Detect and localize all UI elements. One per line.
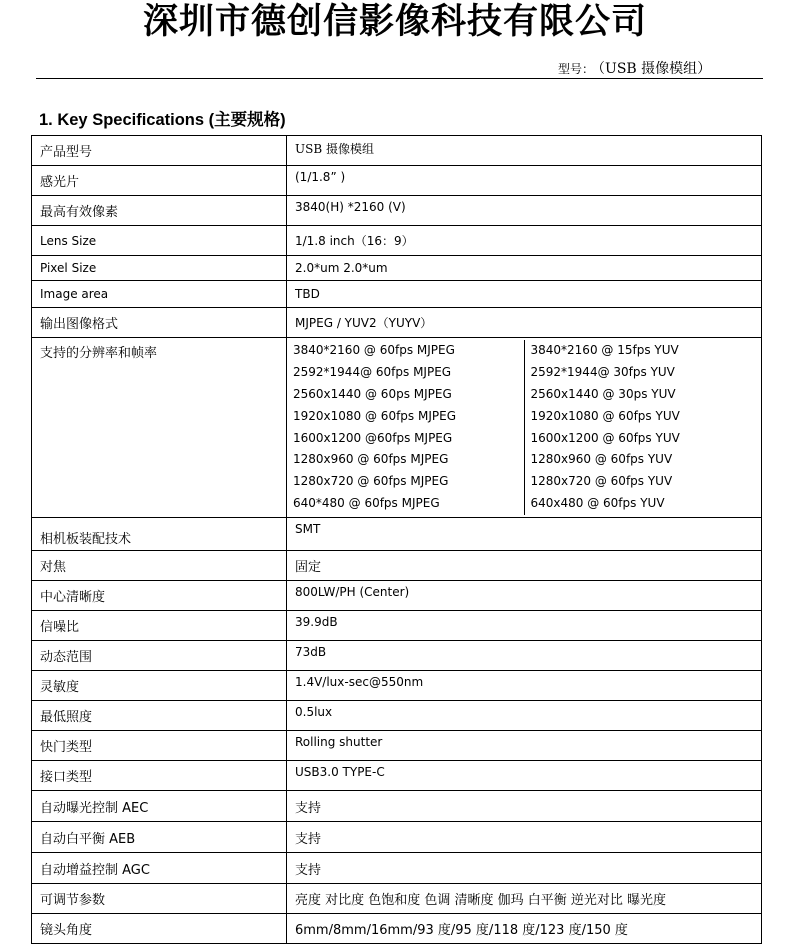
table-row [32,822,762,853]
spec-value: 亮度 对比度 色饱和度 色调 清晰度 伽玛 白平衡 逆光对比 曝光度 [287,884,762,914]
list-item: 1920x1080 @ 60fps MJPEG [293,408,456,423]
table-row [32,166,762,196]
table-row [32,226,762,256]
table-row [32,308,762,338]
table-row [32,701,762,731]
table-row [32,136,762,166]
spec-key: 输出图像格式 [32,308,287,338]
table-row [32,256,762,281]
spec-value: 6mm/8mm/16mm/93 度/95 度/118 度/123 度/150 度 [287,914,762,944]
spec-value: (1/1.8” ) [287,166,762,196]
spec-value: USB3.0 TYPE-C [287,761,762,791]
spec-value: TBD [287,281,762,308]
list-item: 640*480 @ 60fps MJPEG [293,495,440,510]
spec-key: 快门类型 [32,731,287,761]
table-row [32,884,762,914]
table-row [32,551,762,581]
list-item: 2560x1440 @ 60ps MJPEG [293,386,452,401]
spec-value: 支持 [287,853,762,884]
spec-key: 自动增益控制 AGC [32,853,287,884]
yuv-list [525,340,762,514]
spec-key: 最高有效像素 [32,196,287,226]
spec-key: 支持的分辨率和帧率 [32,338,287,518]
list-item: 1280x720 @ 60fps YUV [530,474,673,489]
spec-key: 产品型号 [32,136,287,166]
table-row [32,518,762,551]
list-item: 1280x960 @ 60fps YUV [530,452,673,467]
table-row [32,761,762,791]
spec-value: 支持 [287,791,762,822]
spec-key: 自动曝光控制 AEC [32,791,287,822]
spec-key: 中心清晰度 [32,581,287,611]
spec-value: 1/1.8 inch（16：9） [287,226,762,256]
table-row [32,791,762,822]
spec-value: SMT [287,518,762,551]
table-row [32,641,762,671]
list-item: 1600x1200 @ 60fps YUV [530,430,680,445]
table-row [32,611,762,641]
table-row [32,281,762,308]
header-divider [36,78,763,79]
spec-key: Lens Size [32,226,287,256]
spec-value: 支持 [287,822,762,853]
spec-key: 动态范围 [32,641,287,671]
table-row [32,914,762,944]
spec-value: 39.9dB [287,611,762,641]
spec-key: 对焦 [32,551,287,581]
spec-key: 接口类型 [32,761,287,791]
spec-value: 73dB [287,641,762,671]
spec-key: 最低照度 [32,701,287,731]
spec-key: 镜头角度 [32,914,287,944]
section-title: 1. Key Specifications (主要规格) [39,111,286,129]
spec-value: 3840(H) *2160 (V) [287,196,762,226]
list-item: 640x480 @ 60fps YUV [530,495,665,510]
table-row [32,671,762,701]
company-title: 深圳市德创信影像科技有限公司 [142,2,647,42]
spec-key: Pixel Size [32,256,287,281]
list-item: 1920x1080 @ 60fps YUV [530,408,680,423]
model-line [558,58,711,78]
list-item: 2592*1944@ 60fps MJPEG [293,365,452,380]
spec-value: 2.0*um 2.0*um [287,256,762,281]
spec-key: 感光片 [32,166,287,196]
list-item: 3840*2160 @ 60fps MJPEG [293,343,455,358]
spec-value: MJPEG / YUV2（YUYV） [287,308,762,338]
list-item: 1280x720 @ 60fps MJPEG [293,474,449,489]
spec-value: 固定 [287,551,762,581]
table-row [32,196,762,226]
spec-key: Image area [32,281,287,308]
list-item: 1600x1200 @60fps MJPEG [293,430,453,445]
spec-value: USB 摄像模组 [287,136,762,166]
spec-value: 800LW/PH (Center) [287,581,762,611]
spec-key: 自动白平衡 AEB [32,822,287,853]
spec-key: 相机板装配技术 [32,518,287,551]
list-item: 2560x1440 @ 30ps YUV [530,386,676,401]
spec-key: 信噪比 [32,611,287,641]
spec-key: 可调节参数 [32,884,287,914]
resolution-cell [287,338,762,518]
list-item: 2592*1944@ 30fps YUV [530,365,675,380]
spec-table [31,135,762,944]
mjpeg-list [287,340,525,514]
spec-value: 1.4V/lux-sec@550nm [287,671,762,701]
table-row [32,853,762,884]
spec-key: 灵敏度 [32,671,287,701]
list-item: 3840*2160 @ 15fps YUV [530,343,679,358]
spec-value: Rolling shutter [287,731,762,761]
list-item: 1280x960 @ 60fps MJPEG [293,452,449,467]
model-value: （USB 摄像模组） [598,61,712,77]
model-label: 型号： [558,62,595,76]
table-row [32,731,762,761]
table-row [32,338,762,518]
table-row [32,581,762,611]
spec-value: 0.5lux [287,701,762,731]
